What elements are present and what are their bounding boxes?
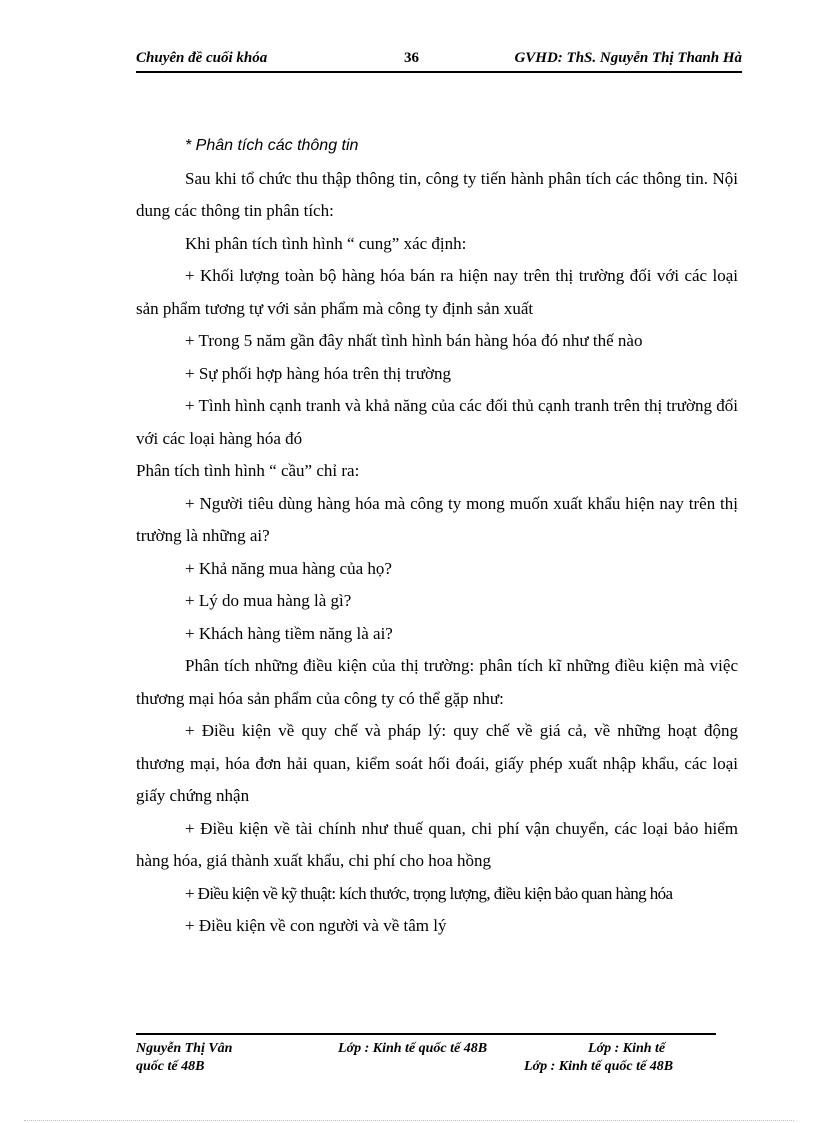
list-item: + Khối lượng toàn bộ hàng hóa bán ra hiện nay trên thị trường đối với các loại sản phẩm tương tự với sản phẩm mà công ty định sản xuất xyxy=(136,266,738,318)
list-item: + Lý do mua hàng là gì? xyxy=(185,591,352,610)
paragraph: Phân tích những điều kiện của thị trường: phân tích kĩ những điều kiện mà việc thương mại hóa sản phẩm của công ty có thể gặp như: xyxy=(136,656,738,708)
list-item: + Điều kiện về kỹ thuật: kích thước, trọng lượng, điều kiện bảo quan hàng hóa xyxy=(185,883,673,903)
list-item: + Sự phối hợp hàng hóa trên thị trường xyxy=(185,363,452,383)
list-item: + Điều kiện về quy chế và pháp lý: quy chế về giá cả, về những hoạt động thương mại, hóa đơn hải quan, kiểm soát hối đoái, giấy phép xuất nhập khẩu, các loại giấy chứng nhận xyxy=(136,721,738,805)
paragraph: Sau khi tổ chức thu thập thông tin, công ty tiến hành phân tích các thông tin. Nội dung các thông tin phân tích: xyxy=(136,168,738,220)
footer-author: Nguyễn Thị Vân xyxy=(136,1041,233,1056)
footer-class-repeat: Lớp : Kinh tế quốc tế 48B xyxy=(524,1059,674,1074)
list-item: + Trong 5 năm gần đây nhất tình hình bán hàng hóa đó như thế nào xyxy=(185,331,643,350)
document-body xyxy=(136,130,738,943)
list-item: + Người tiêu dùng hàng hóa mà công ty mong muốn xuất khẩu hiện nay trên thị trường là những ai? xyxy=(136,493,738,545)
page-header xyxy=(136,48,742,70)
footer-class-part-a: Lớp : Kinh tế xyxy=(588,1041,666,1056)
page-footer xyxy=(136,1040,716,1080)
header-divider xyxy=(136,71,742,73)
footer-class-part-b: quốc tế 48B xyxy=(136,1059,205,1074)
list-item: + Tình hình cạnh tranh và khả năng của các đối thủ cạnh tranh trên thị trường đối với các loại hàng hóa đó xyxy=(136,396,738,448)
header-supervisor: GVHD: ThS. Nguyễn Thị Thanh Hà xyxy=(514,50,742,66)
header-document-title: Chuyên đề cuối khóa xyxy=(136,50,268,66)
page-edge xyxy=(24,1120,794,1121)
list-item: + Điều kiện về tài chính như thuế quan, chi phí vận chuyển, các loại bảo hiểm hàng hóa, giá thành xuất khẩu, chi phí cho hoa hồng xyxy=(136,818,738,870)
paragraph: Phân tích tình hình “ cầu” chỉ ra: xyxy=(136,461,360,480)
section-heading: * Phân tích các thông tin xyxy=(185,137,359,154)
footer-divider xyxy=(136,1033,716,1035)
header-page-number: 36 xyxy=(404,50,419,66)
footer-class: Lớp : Kinh tế quốc tế 48B xyxy=(338,1041,488,1056)
list-item: + Khách hàng tiềm năng là ai? xyxy=(185,623,393,643)
paragraph: Khi phân tích tình hình “ cung” xác định: xyxy=(185,233,467,253)
list-item: + Điều kiện về con người và về tâm lý xyxy=(185,916,447,935)
list-item: + Khả năng mua hàng của họ? xyxy=(185,558,392,578)
